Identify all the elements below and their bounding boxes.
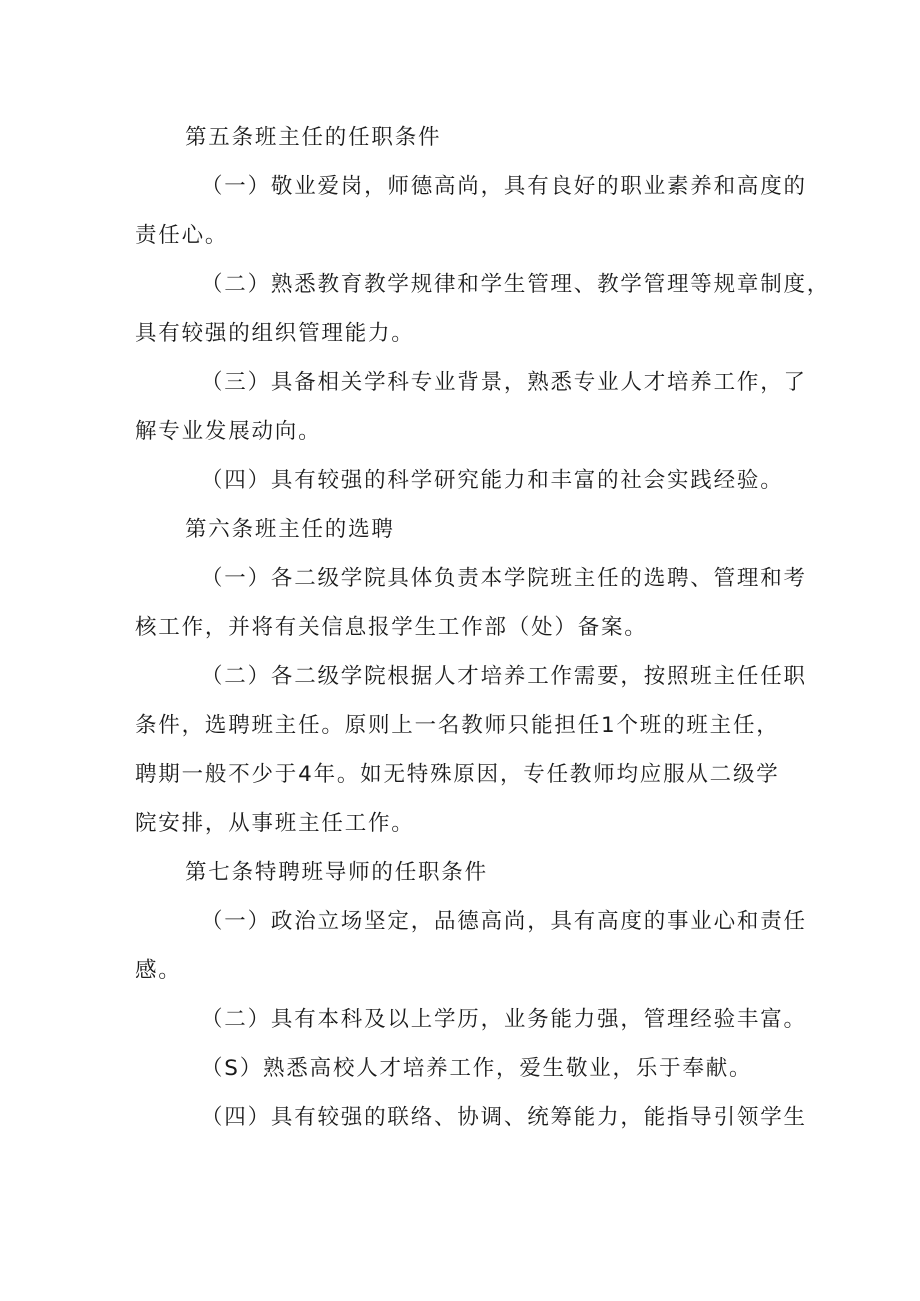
- article-5-item-2: （二）熟悉教育教学规律和学生管理、教学管理等规章制度，: [201, 272, 831, 297]
- article-5-item-4: （四）具有较强的科学研究能力和丰富的社会实践经验。: [201, 468, 784, 493]
- article-6-heading: 第六条班主任的选聘: [185, 517, 395, 542]
- document-body: [135, 113, 831, 1142]
- article-7-item-2: （二）具有本科及以上学历，业务能力强，管理经验丰富。: [201, 1007, 807, 1032]
- article-5-item-3-cont: 解专业发展动向。: [135, 419, 322, 444]
- article-7-item-3: （S）熟悉高校人才培养工作，爱生敬业，乐于奉献。: [201, 1056, 753, 1081]
- article-6-item-2-cont-1: 条件，选聘班主任。原则上一名教师只能担任1个班的班主任，: [135, 713, 780, 738]
- article-7-item-4: （四）具有较强的联络、协调、统筹能力，能指导引领学生: [201, 1105, 807, 1130]
- article-5-item-1-cont: 责任心。: [135, 223, 229, 248]
- article-6-item-2: （二）各二级学院根据人才培养工作需要，按照班主任任职: [201, 664, 807, 689]
- article-6-item-1: （一）各二级学院具体负责本学院班主任的选聘、管理和考: [201, 566, 807, 591]
- article-6-item-1-cont: 核工作，并将有关信息报学生工作部（处）备案。: [135, 615, 648, 640]
- article-7-item-1-cont: 感。: [135, 958, 182, 983]
- article-5-item-3: （三）具备相关学科专业背景，熟悉专业人才培养工作，了: [201, 370, 807, 395]
- article-5-item-2-cont: 具有较强的组织管理能力。: [135, 321, 415, 346]
- article-6-item-2-cont-3: 院安排，从事班主任工作。: [135, 811, 415, 836]
- article-5-heading: 第五条班主任的任职条件: [185, 125, 442, 150]
- article-5-item-1: （一）敬业爱岗，师德高尚，具有良好的职业素养和高度的: [201, 174, 807, 199]
- article-7-item-1: （一）政治立场坚定，品德高尚，具有高度的事业心和责任: [201, 909, 807, 934]
- article-7-heading: 第七条特聘班导师的任职条件: [185, 860, 488, 885]
- article-6-item-2-cont-2: 聘期一般不少于4年。如无特殊原因，专任教师均应服从二级学: [135, 762, 780, 787]
